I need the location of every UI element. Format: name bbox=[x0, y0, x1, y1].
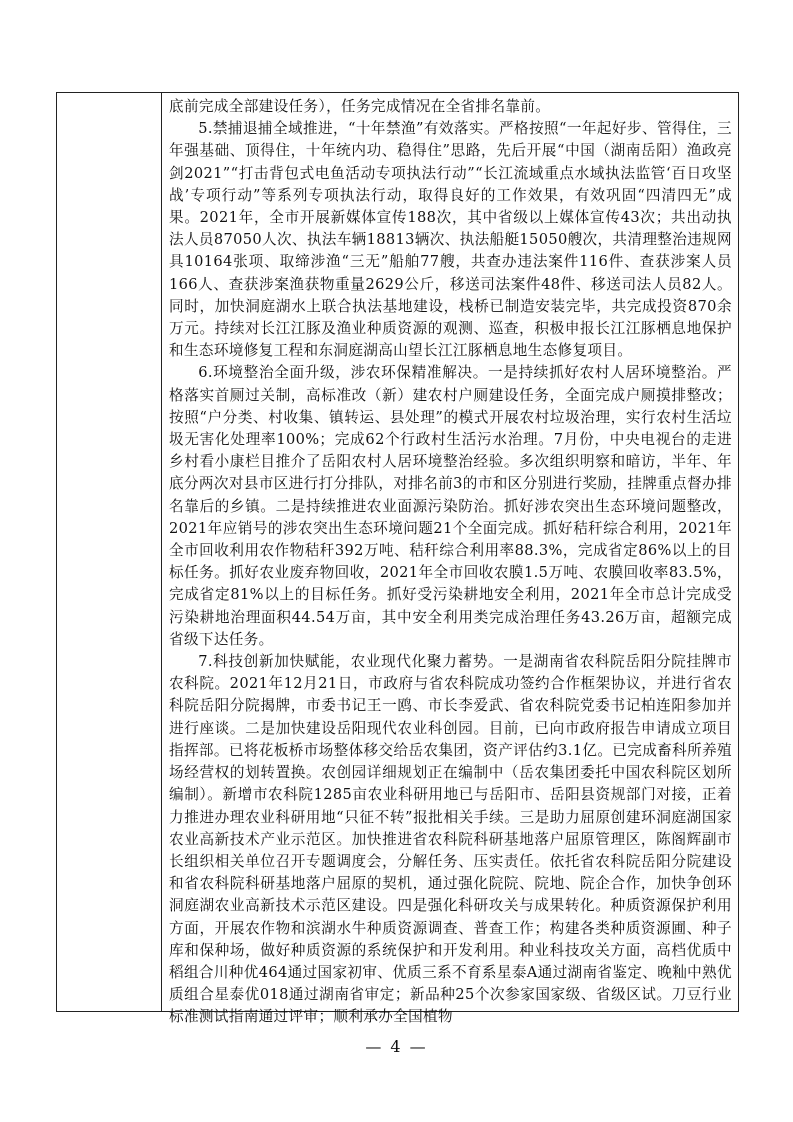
paragraph-continuation: 底前完成全部建设任务），任务完成情况在全省排名靠前。 bbox=[169, 98, 551, 115]
table-content-cell bbox=[162, 93, 738, 1026]
paragraph-fishing-ban: 5.禁捕退捕全域推进，“十年禁渔”有效落实。严格按照“一年起好步、管得住，三年强基础、顶得住，十年统内功、稳得住”思路，先后开展“中国（湖南岳阳）渔政亮剑2021”“打击背包式电鱼活动专项执法行动”“长江流域重点水域执法监管‘百日攻坚战’专项行动”等系列专项执法行动，取得良好的工作效果，有效巩固“四清四无”成果。2021年，全市开展新媒体宣传188次，其中省级以上媒体宣传43次；共出动执法人员87050人次、执法车辆18813辆次、执法船艇15050艘次，共清理整治违规网具10164张项、取缔涉渔“三无”船舶77艘，共查办违法案件116件、查获涉案人员166人、查获涉案渔获物重量2629公斤，移送司法案件48件、移送司法人员82人。同时，加快洞庭湖水上联合执法基地建设，栈桥已制造安装完毕，共完成投资870余万元。持续对长江江豚及渔业种质资源的观测、巡查，积极申报长江江豚栖息地保护和生态环境修复工程和东洞庭湖高山望长江江豚栖息地生态修复项目。 bbox=[169, 120, 732, 360]
document-table bbox=[56, 92, 739, 1026]
paragraph-environment: 6.环境整治全面升级，涉农环保精准解决。一是持续抓好农村人居环境整治。严格落实首厕过关制，高标准改（新）建农村户厕建设任务，全面完成户厕摸排整改；按照“户分类、村收集、镇转运、县处理”的模式开展农村垃圾治理，实行农村生活垃圾无害化处理率100%；完成62个行政村生活污水治理。7月份，中央电视台的走进乡村看小康栏目推介了岳阳农村人居环境整治经验。多次组织明察和暗访，半年、年底分两次对县市区进行打分排队，对排名前3的市和区分别进行奖励，挂牌重点督办排名靠后的乡镇。二是持续推进农业面源污染防治。抓好涉农突出生态环境问题整改，2021年应销号的涉农突出生态环境问题21个全面完成。抓好秸秆综合利用，2021年全市回收利用农作物秸秆392万吨、秸秆综合利用率88.3%，完成省定86%以上的目标任务。抓好农业废弃物回收，2021年全市回收农膜1.5万吨、农膜回收率83.5%，完成省定81%以上的目标任务。抓好受污染耕地安全利用，2021年全市总计完成受污染耕地治理面积44.54万亩，其中安全利用类完成治理任务43.26万亩，超额完成省级下达任务。 bbox=[169, 364, 732, 648]
paragraph-technology: 7.科技创新加快赋能，农业现代化聚力蓄势。一是湖南省农科院岳阳分院挂牌市农科院。2021年12月21日，市政府与省农科院成功签约合作框架协议，并进行省农科院岳阳分院揭牌，市委书记王一鸥、市长李爱武、省农科院党委书记柏连阳参加并进行座谈。二是加快建设岳阳现代农业科创园。目前，已向市政府报告申请成立项目指挥部。已将花板桥市场整体移交给岳农集团，资产评估约3.1亿。已完成畜科所养殖场经营权的划转置换。农创园详细规划正在编制中（岳农集团委托中国农科院区划所编制）。新增市农科院1285亩农业科研用地已与岳阳市、岳阳县资规部门对接，正着力推进办理农业科研用地“只征不转”报批相关手续。三是助力屈原创建环洞庭湖国家农业高新技术产业示范区。加快推进省农科院科研基地落户屈原管理区，陈阁辉副市长组织相关单位召开专题调度会，分解任务、压实责任。依托省农科院岳阳分院建设和省农科院科研基地落户屈原的契机，通过强化院院、院地、院企合作，加快争创环洞庭湖农业高新技术示范区建设。四是强化科研攻关与成果转化。种质资源保护利用方面，开展农作物和滨湖水牛种质资源调查、普查工作；构建各类种质资源圃、种子库和保种场，做好种质资源的系统保护和开发利用。种业科技攻关方面，高档优质中稻组合川种优464通过国家初审、优质三系不育系星泰A通过湖南省鉴定、晚籼中熟优质组合星泰优018通过湖南省审定；新品种25个次参家国家级、省级区试。刀豆行业标准测试指南通过评审；顺利承办全国植物 bbox=[169, 653, 732, 1026]
table-left-column bbox=[57, 93, 162, 1011]
page-number: — 4 — bbox=[365, 1037, 428, 1056]
